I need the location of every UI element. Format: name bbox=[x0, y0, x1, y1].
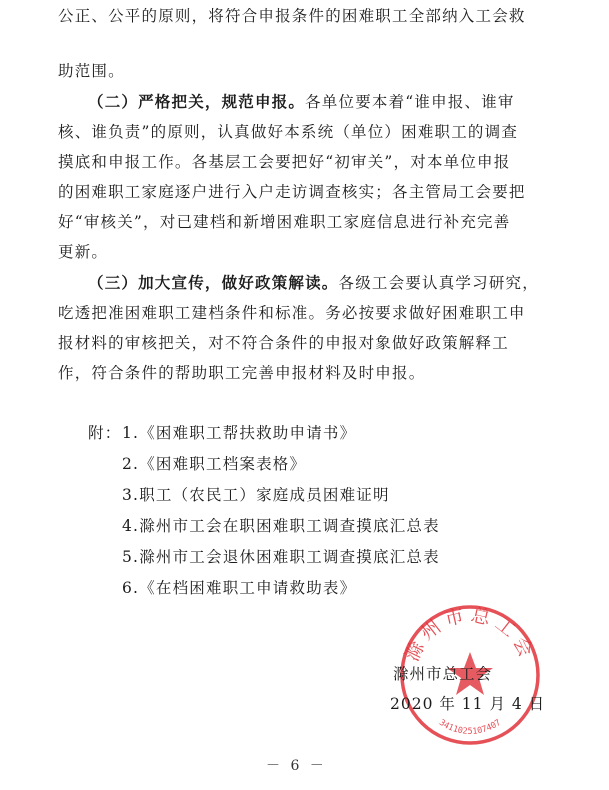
section-heading-line bbox=[88, 92, 515, 112]
body-line: 更新。 bbox=[58, 243, 109, 261]
section-heading-3: （三）加大宣传，做好政策解读。 bbox=[88, 273, 339, 292]
body-line: 公正、公平的原则，将符合申报条件的困难职工全部纳入工会救 bbox=[58, 7, 526, 25]
body-line: 吃透把准困难职工建档条件和标准。务必按要求做好困难职工申 bbox=[58, 304, 526, 322]
body-text: 各单位要本着“谁申报、谁审 bbox=[305, 93, 515, 111]
section-heading-line bbox=[88, 273, 539, 293]
attachment-item: 3.职工（农民工）家庭成员困难证明 bbox=[122, 486, 390, 504]
section-heading-2: （二）严格把关，规范申报。 bbox=[88, 92, 306, 111]
attachments-label: 附： bbox=[88, 424, 122, 442]
body-line: 核、谁负责”的原则，认真做好本系统（单位）困难职工的调查 bbox=[58, 123, 519, 141]
body-line: 摸底和申报工作。各基层工会要把好“初审关”，对本单位申报 bbox=[58, 153, 511, 171]
body-text: 各级工会要认真学习研究， bbox=[338, 274, 539, 292]
body-line: 好“审核关”，对已建档和新增困难职工家庭信息进行补充完善 bbox=[58, 213, 511, 231]
seal-code: 3411025107407 bbox=[437, 717, 503, 737]
attachment-item: 1.《困难职工帮扶救助申请书》 bbox=[122, 424, 357, 442]
issuing-organization: 滁州市总工会 bbox=[393, 665, 493, 683]
body-line: 的困难职工家庭逐户进行入户走访调查核实；各主管局工会要把 bbox=[58, 183, 526, 201]
seal-text: 滁州市总工会 bbox=[400, 603, 540, 665]
attachment-item: 6.《在档困难职工申请救助表》 bbox=[122, 579, 357, 597]
attachment-item: 2.《困难职工档案表格》 bbox=[122, 455, 307, 473]
attachment-item: 4.滁州市工会在职困难职工调查摸底汇总表 bbox=[122, 517, 440, 535]
page-number: － 6 － bbox=[266, 758, 327, 774]
body-line: 作，符合条件的帮助职工完善申报材料及时申报。 bbox=[58, 364, 426, 382]
body-line: 报材料的审核把关，对不符合条件的申报对象做好政策解释工 bbox=[58, 334, 509, 352]
body-line: 助范围。 bbox=[58, 62, 125, 80]
issue-date: 2020 年 11 月 4 日 bbox=[390, 695, 546, 713]
attachment-item: 5.滁州市工会退休困难职工调查摸底汇总表 bbox=[122, 548, 440, 566]
